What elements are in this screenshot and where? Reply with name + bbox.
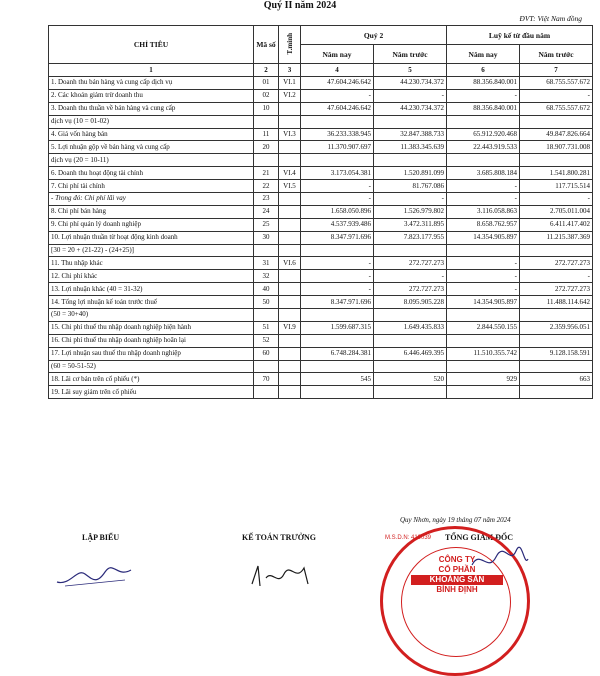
row-q2-previous: 81.767.086 <box>374 180 447 193</box>
row-note <box>279 102 301 115</box>
director-title: TỔNG GIÁM ĐỐC <box>445 533 513 542</box>
row-ytd-previous: 18.907.731.008 <box>520 141 593 154</box>
row-label: (50 = 30+40) <box>49 309 254 322</box>
row-note <box>279 231 301 244</box>
row-code: 02 <box>254 89 279 102</box>
table-row <box>49 257 593 270</box>
row-q2-current: 3.173.054.381 <box>301 167 374 180</box>
row-code: 60 <box>254 347 279 360</box>
row-ytd-previous: 2.705.011.004 <box>520 205 593 218</box>
row-note: VI.9 <box>279 321 301 334</box>
row-label: 5. Lợi nhuận gộp về bán hàng và cung cấp <box>49 141 254 154</box>
table-row <box>49 386 593 399</box>
row-q2-previous: 272.727.273 <box>374 257 447 270</box>
row-note <box>279 347 301 360</box>
table-row <box>49 141 593 154</box>
row-ytd-current: 22.443.919.533 <box>447 141 520 154</box>
row-ytd-previous: 11.488.114.642 <box>520 296 593 309</box>
row-note <box>279 309 301 322</box>
row-q2-previous: 44.230.734.372 <box>374 77 447 90</box>
row-label: 15. Chi phí thuế thu nhập doanh nghiệp hiện hành <box>49 321 254 334</box>
row-code: 30 <box>254 231 279 244</box>
row-q2-previous <box>374 386 447 399</box>
row-q2-current: 545 <box>301 373 374 386</box>
row-code: 70 <box>254 373 279 386</box>
row-ytd-current: - <box>447 193 520 206</box>
row-label: 4. Giá vốn hàng bán <box>49 128 254 141</box>
row-ytd-current: 3.685.808.184 <box>447 167 520 180</box>
row-q2-previous: 32.847.388.733 <box>374 128 447 141</box>
row-ytd-previous: 663 <box>520 373 593 386</box>
table-row <box>49 77 593 90</box>
row-label: 3. Doanh thu thuần về bán hàng và cung cấp <box>49 102 254 115</box>
header-quy-namnay: Năm nay <box>301 45 374 64</box>
row-q2-previous: 1.526.979.802 <box>374 205 447 218</box>
row-q2-previous: 8.095.905.228 <box>374 296 447 309</box>
row-q2-current: - <box>301 180 374 193</box>
row-label: 10. Lợi nhuận thuần từ hoạt động kinh doanh <box>49 231 254 244</box>
row-ytd-previous: 6.411.417.402 <box>520 218 593 231</box>
row-ytd-current: - <box>447 283 520 296</box>
row-ytd-previous: 272.727.273 <box>520 283 593 296</box>
header-maso: Mã số <box>254 26 279 64</box>
row-note: VI.5 <box>279 180 301 193</box>
row-label: 19. Lãi suy giảm trên cổ phiếu <box>49 386 254 399</box>
row-q2-current <box>301 154 374 167</box>
colnum-4: 4 <box>301 64 374 77</box>
row-code: 01 <box>254 77 279 90</box>
row-ytd-current: 88.356.840.001 <box>447 77 520 90</box>
row-label: dịch vụ (20 = 10-11) <box>49 154 254 167</box>
row-label: 12. Chi phí khác <box>49 270 254 283</box>
row-note <box>279 154 301 167</box>
row-q2-current: - <box>301 283 374 296</box>
row-ytd-current: 929 <box>447 373 520 386</box>
preparer-title: LẬP BIỂU <box>82 533 120 542</box>
row-note <box>279 334 301 347</box>
row-q2-current: 36.233.338.945 <box>301 128 374 141</box>
row-code: 11 <box>254 128 279 141</box>
row-ytd-previous: 49.847.826.664 <box>520 128 593 141</box>
header-tminh: T.minh <box>279 26 301 64</box>
row-q2-current <box>301 360 374 373</box>
row-ytd-previous <box>520 154 593 167</box>
table-row <box>49 334 593 347</box>
row-q2-previous: 3.472.311.895 <box>374 218 447 231</box>
row-code <box>254 115 279 128</box>
row-note <box>279 244 301 257</box>
row-label: 11. Thu nhập khác <box>49 257 254 270</box>
row-q2-current: - <box>301 270 374 283</box>
row-note: VI.1 <box>279 77 301 90</box>
row-ytd-current: 14.354.905.897 <box>447 296 520 309</box>
row-note <box>279 270 301 283</box>
row-q2-current: 47.604.246.642 <box>301 102 374 115</box>
row-q2-current: 1.658.050.896 <box>301 205 374 218</box>
stamp-tax-code: M.S.D.N: 410039 <box>385 535 432 541</box>
row-label: [30 = 20 + (21-22) - (24+25)] <box>49 244 254 257</box>
header-luyke-namnay: Năm nay <box>447 45 520 64</box>
row-code <box>254 360 279 373</box>
row-ytd-current <box>447 244 520 257</box>
row-q2-previous: - <box>374 193 447 206</box>
row-ytd-previous <box>520 115 593 128</box>
table-row <box>49 373 593 386</box>
row-label: 13. Lợi nhuận khác (40 = 31-32) <box>49 283 254 296</box>
colnum-3: 3 <box>279 64 301 77</box>
director-signature <box>470 545 530 575</box>
table-row <box>49 89 593 102</box>
row-ytd-current: - <box>447 89 520 102</box>
header-chitieu: CHỈ TIÊU <box>49 26 254 64</box>
row-ytd-previous: - <box>520 270 593 283</box>
row-note <box>279 360 301 373</box>
row-label: 16. Chi phí thuế thu nhập doanh nghiệp hoãn lại <box>49 334 254 347</box>
row-label: 6. Doanh thu hoạt động tài chính <box>49 167 254 180</box>
row-q2-previous: 520 <box>374 373 447 386</box>
row-note: VI.6 <box>279 257 301 270</box>
colnum-7: 7 <box>520 64 593 77</box>
row-label: 17. Lợi nhuận sau thuế thu nhập doanh nghiệp <box>49 347 254 360</box>
row-q2-previous: 11.383.345.639 <box>374 141 447 154</box>
row-code: 51 <box>254 321 279 334</box>
chief-accountant-signature <box>248 560 318 590</box>
row-q2-current: - <box>301 89 374 102</box>
row-label: 9. Chi phí quản lý doanh nghiệp <box>49 218 254 231</box>
row-code <box>254 386 279 399</box>
row-q2-current <box>301 334 374 347</box>
row-code: 24 <box>254 205 279 218</box>
row-ytd-current: - <box>447 270 520 283</box>
row-label: 1. Doanh thu bán hàng và cung cấp dịch vụ <box>49 77 254 90</box>
row-code: 22 <box>254 180 279 193</box>
table-row <box>49 321 593 334</box>
row-label: - Trong đó: Chi phí lãi vay <box>49 193 254 206</box>
table-row <box>49 180 593 193</box>
row-q2-previous: 1.520.891.099 <box>374 167 447 180</box>
colnum-6: 6 <box>447 64 520 77</box>
row-ytd-previous: - <box>520 193 593 206</box>
table-row <box>49 270 593 283</box>
table-row <box>49 360 593 373</box>
colnum-2: 2 <box>254 64 279 77</box>
table-row <box>49 193 593 206</box>
table-row <box>49 296 593 309</box>
row-note <box>279 115 301 128</box>
row-q2-previous <box>374 115 447 128</box>
header-quy-namtruoc: Năm trước <box>374 45 447 64</box>
row-ytd-previous: 11.215.387.369 <box>520 231 593 244</box>
row-q2-current <box>301 115 374 128</box>
row-ytd-current: 2.844.550.155 <box>447 321 520 334</box>
table-row <box>49 283 593 296</box>
row-q2-previous: 44.230.734.372 <box>374 102 447 115</box>
row-q2-previous: - <box>374 89 447 102</box>
colnum-5: 5 <box>374 64 447 77</box>
row-q2-previous: - <box>374 270 447 283</box>
table-row <box>49 102 593 115</box>
table-row <box>49 244 593 257</box>
row-note <box>279 386 301 399</box>
row-note <box>279 205 301 218</box>
row-q2-current <box>301 244 374 257</box>
row-ytd-previous <box>520 386 593 399</box>
row-ytd-current <box>447 334 520 347</box>
row-note <box>279 141 301 154</box>
row-label: (60 = 50-51-52) <box>49 360 254 373</box>
row-ytd-previous <box>520 334 593 347</box>
row-code: 25 <box>254 218 279 231</box>
income-statement-table <box>48 25 593 399</box>
row-ytd-current: 14.354.905.897 <box>447 231 520 244</box>
row-note <box>279 193 301 206</box>
row-ytd-current: - <box>447 257 520 270</box>
row-ytd-current <box>447 309 520 322</box>
row-code: 50 <box>254 296 279 309</box>
row-q2-previous <box>374 309 447 322</box>
row-label: dịch vụ (10 = 01-02) <box>49 115 254 128</box>
colnum-1: 1 <box>49 64 254 77</box>
row-ytd-previous: - <box>520 89 593 102</box>
table-row <box>49 309 593 322</box>
row-q2-current: 47.604.246.642 <box>301 77 374 90</box>
row-ytd-previous: 117.715.514 <box>520 180 593 193</box>
header-luyke-namtruoc: Năm trước <box>520 45 593 64</box>
row-ytd-previous: 68.755.557.672 <box>520 77 593 90</box>
row-q2-current: - <box>301 193 374 206</box>
row-code: 10 <box>254 102 279 115</box>
row-q2-current: 6.748.284.381 <box>301 347 374 360</box>
row-code <box>254 244 279 257</box>
header-group-luyke: Luỹ kế từ đầu năm <box>447 26 593 45</box>
row-q2-current: - <box>301 257 374 270</box>
row-note <box>279 218 301 231</box>
row-q2-current: 1.599.687.315 <box>301 321 374 334</box>
row-label: 2. Các khoản giảm trừ doanh thu <box>49 89 254 102</box>
row-ytd-current <box>447 386 520 399</box>
row-note: VI.4 <box>279 167 301 180</box>
row-ytd-previous: 2.359.956.051 <box>520 321 593 334</box>
row-code: 52 <box>254 334 279 347</box>
stamp-company-name: CÔNG TY CỔ PHẦN KHOÁNG SẢN BÌNH ĐỊNH <box>411 555 503 595</box>
row-ytd-previous <box>520 244 593 257</box>
preparer-signature <box>55 560 135 590</box>
row-code: 21 <box>254 167 279 180</box>
row-note <box>279 296 301 309</box>
row-ytd-previous: 1.541.800.281 <box>520 167 593 180</box>
row-ytd-current: 65.912.920.468 <box>447 128 520 141</box>
row-code: 32 <box>254 270 279 283</box>
row-note: VI.2 <box>279 89 301 102</box>
row-ytd-previous <box>520 309 593 322</box>
table-row <box>49 167 593 180</box>
row-q2-current: 11.370.907.697 <box>301 141 374 154</box>
row-q2-previous <box>374 334 447 347</box>
report-title: Quý II năm 2024 <box>263 0 337 11</box>
row-code <box>254 309 279 322</box>
currency-unit: ĐVT: Việt Nam đồng <box>519 14 582 23</box>
table-row <box>49 154 593 167</box>
row-code: 40 <box>254 283 279 296</box>
row-label: 8. Chi phí bán hàng <box>49 205 254 218</box>
row-label: 14. Tổng lợi nhuận kế toán trước thuế <box>49 296 254 309</box>
row-ytd-previous <box>520 360 593 373</box>
row-ytd-current: 88.356.840.001 <box>447 102 520 115</box>
row-code: 31 <box>254 257 279 270</box>
row-ytd-current <box>447 115 520 128</box>
row-ytd-current: - <box>447 180 520 193</box>
row-q2-current: 8.347.971.696 <box>301 231 374 244</box>
row-note <box>279 373 301 386</box>
row-q2-previous: 272.727.273 <box>374 283 447 296</box>
row-note: VI.3 <box>279 128 301 141</box>
header-group-quy2: Quý 2 <box>301 26 447 45</box>
chief-accountant-title: KẾ TOÁN TRƯỞNG <box>242 533 316 542</box>
row-ytd-current: 3.116.058.863 <box>447 205 520 218</box>
row-q2-previous <box>374 360 447 373</box>
signing-date: Quy Nhơn, ngày 19 tháng 07 năm 2024 <box>400 516 511 524</box>
row-q2-previous: 7.823.177.955 <box>374 231 447 244</box>
row-ytd-current <box>447 360 520 373</box>
table-row <box>49 231 593 244</box>
row-q2-current: 4.537.939.486 <box>301 218 374 231</box>
row-q2-previous <box>374 244 447 257</box>
row-q2-current <box>301 309 374 322</box>
row-code <box>254 154 279 167</box>
row-ytd-previous: 272.727.273 <box>520 257 593 270</box>
row-q2-previous: 1.649.435.833 <box>374 321 447 334</box>
table-row <box>49 128 593 141</box>
table-row <box>49 347 593 360</box>
row-q2-current <box>301 386 374 399</box>
row-label: 18. Lãi cơ bản trên cổ phiếu (*) <box>49 373 254 386</box>
row-ytd-current <box>447 154 520 167</box>
row-ytd-current: 11.510.355.742 <box>447 347 520 360</box>
row-code: 23 <box>254 193 279 206</box>
table-row <box>49 205 593 218</box>
row-code: 20 <box>254 141 279 154</box>
row-label: 7. Chi phí tài chính <box>49 180 254 193</box>
row-ytd-previous: 9.128.158.591 <box>520 347 593 360</box>
table-row <box>49 218 593 231</box>
row-q2-previous: 6.446.469.395 <box>374 347 447 360</box>
row-ytd-current: 8.658.762.957 <box>447 218 520 231</box>
row-ytd-previous: 68.755.557.672 <box>520 102 593 115</box>
row-q2-previous <box>374 154 447 167</box>
row-q2-current: 8.347.971.696 <box>301 296 374 309</box>
row-note <box>279 283 301 296</box>
table-row <box>49 115 593 128</box>
